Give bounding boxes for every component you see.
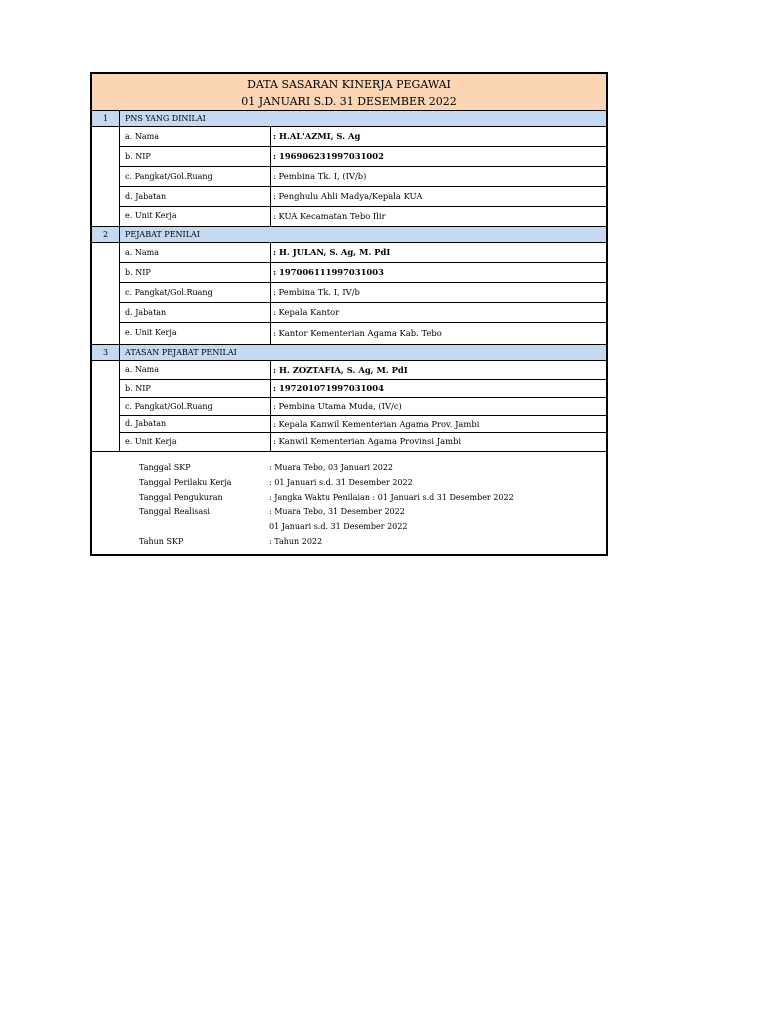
field-row-pangkat <box>120 283 606 303</box>
date-value: : Muara Tebo, 03 Januari 2022 <box>269 463 394 472</box>
field-value: : Pembina Tk. I, IV/b <box>273 287 360 297</box>
field-row-unit-kerja <box>120 207 606 226</box>
field-value: : Pembina Utama Muda, (IV/c) <box>273 401 402 411</box>
field-row-jabatan <box>120 187 606 207</box>
field-row-pangkat <box>120 167 606 187</box>
date-value: : Jangka Waktu Penilaian : 01 Januari s.d 31 Desember 2022 <box>269 493 514 502</box>
field-value: : H. JULAN, S. Ag, M. PdI <box>273 247 391 257</box>
field-label: a. Nama <box>125 132 159 141</box>
section-header-pejabat-penilai <box>92 226 606 243</box>
field-value: : H.AL'AZMI, S. Ag <box>273 131 361 141</box>
field-label: d. Jabatan <box>125 308 167 317</box>
field-row-nip <box>120 263 606 283</box>
field-label: d. Jabatan <box>125 419 167 428</box>
title-line-2: 01 JANUARI S.D. 31 DESEMBER 2022 <box>241 95 457 108</box>
section-header-pns-dinilai <box>92 110 606 127</box>
field-row-unit-kerja <box>120 323 606 344</box>
section-number: 2 <box>92 227 120 242</box>
field-label: d. Jabatan <box>125 192 167 201</box>
field-value: : Pembina Tk. I, (IV/b) <box>273 171 367 181</box>
date-label: Tanggal Pengukuran <box>139 493 223 502</box>
field-value: : Kantor Kementerian Agama Kab. Tebo <box>273 328 442 338</box>
date-value: 01 Januari s.d. 31 Desember 2022 <box>269 522 408 531</box>
field-value: : 197006111997031003 <box>273 267 384 277</box>
date-label: Tanggal Perilaku Kerja <box>139 478 232 487</box>
field-label: e. Unit Kerja <box>125 328 177 337</box>
section-heading: PEJABAT PENILAI <box>125 230 200 239</box>
field-row-nama <box>120 243 606 263</box>
field-label: b. NIP <box>125 152 151 161</box>
document-title <box>92 74 606 111</box>
date-label: Tahun SKP <box>139 537 184 546</box>
field-value: : Penghulu Ahli Madya/Kepala KUA <box>273 191 423 201</box>
section-number: 1 <box>92 111 120 126</box>
field-label: c. Pangkat/Gol.Ruang <box>125 288 213 297</box>
section-body-atasan-pejabat-penilai <box>92 361 606 451</box>
date-label: Tanggal SKP <box>139 463 191 472</box>
field-value: : 196906231997031002 <box>273 151 384 161</box>
section-header-atasan-pejabat-penilai <box>92 344 606 361</box>
field-label: a. Nama <box>125 365 159 374</box>
field-row-nip <box>120 380 606 398</box>
section-body-pejabat-penilai <box>92 243 606 344</box>
field-value: : Kanwil Kementerian Agama Provinsi Jambi <box>273 436 462 446</box>
field-label: c. Pangkat/Gol.Ruang <box>125 402 213 411</box>
field-row-jabatan <box>120 303 606 323</box>
field-label: a. Nama <box>125 248 159 257</box>
date-value: : Muara Tebo, 31 Desember 2022 <box>269 507 405 516</box>
field-label: b. NIP <box>125 384 151 393</box>
field-row-unit-kerja <box>120 433 606 451</box>
field-label: c. Pangkat/Gol.Ruang <box>125 172 213 181</box>
field-row-nama <box>120 361 606 380</box>
section-body-pns-dinilai <box>92 127 606 226</box>
section-heading: PNS YANG DINILAI <box>125 114 206 123</box>
section-number: 3 <box>92 345 120 360</box>
field-value: : KUA Kecamatan Tebo Ilir <box>273 211 386 221</box>
field-value: : H. ZOZTAFIA, S. Ag, M. PdI <box>273 365 408 375</box>
field-label: b. NIP <box>125 268 151 277</box>
field-label: e. Unit Kerja <box>125 437 177 446</box>
date-label: Tanggal Realisasi <box>139 507 210 516</box>
date-value: : 01 Januari s.d. 31 Desember 2022 <box>269 478 413 487</box>
skp-document <box>90 72 608 556</box>
field-row-jabatan <box>120 416 606 433</box>
field-row-pangkat <box>120 398 606 416</box>
field-value: : Kepala Kantor <box>273 307 340 317</box>
title-line-1: DATA SASARAN KINERJA PEGAWAI <box>247 78 451 91</box>
skp-dates-block <box>92 451 606 555</box>
field-value: : 197201071997031004 <box>273 383 384 393</box>
field-value: : Kepala Kanwil Kementerian Agama Prov. Jambi <box>273 419 480 429</box>
date-value: : Tahun 2022 <box>269 537 323 546</box>
field-row-nama <box>120 127 606 147</box>
section-heading: ATASAN PEJABAT PENILAI <box>125 348 237 357</box>
field-row-nip <box>120 147 606 167</box>
field-label: e. Unit Kerja <box>125 211 177 220</box>
